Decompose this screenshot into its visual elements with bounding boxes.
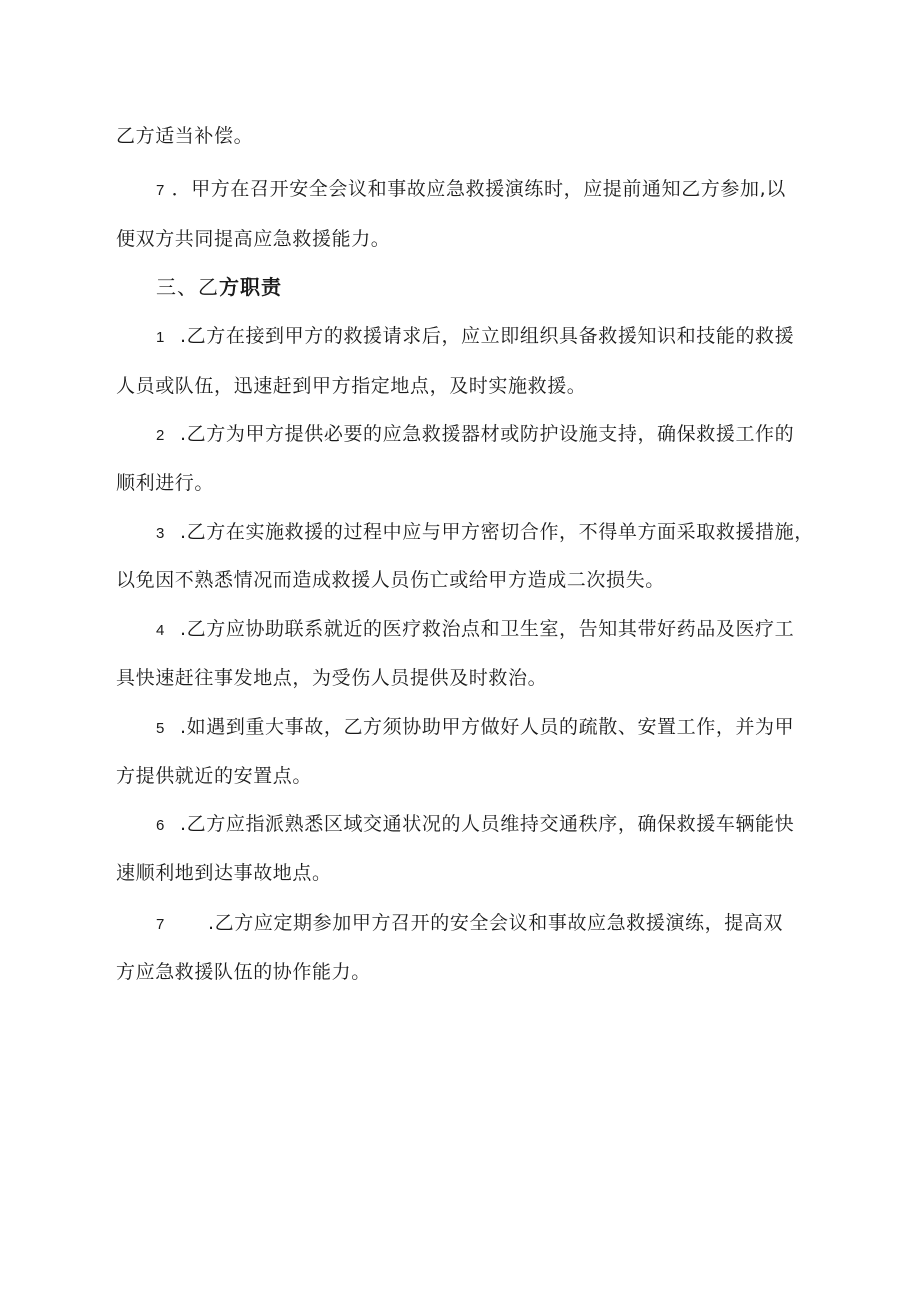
item-4-number: 4 <box>156 622 165 639</box>
item-2-line1 <box>156 422 794 448</box>
item-2-text: .乙方为甲方提供必要的应急救援器材或防护设施支持，确保救援工作的 <box>180 423 795 445</box>
section-heading <box>156 275 282 299</box>
prev-item-7-line2: 便双方共同提高应急救援能力。 <box>116 228 391 250</box>
item-3-line1 <box>156 520 814 546</box>
item-5-text: .如遇到重大事故，乙方须协助甲方做好人员的疏散、安置工作，并为甲 <box>180 716 795 738</box>
item-3-line2: 以免因不熟悉情况而造成救援人员伤亡或给甲方造成二次损失。 <box>116 569 665 591</box>
section-heading-prefix: 三、乙 <box>156 275 219 299</box>
item-7-line1 <box>156 911 783 937</box>
prev-item-7-number: 7 <box>156 182 165 199</box>
item-4-text: .乙方应协助联系就近的医疗救治点和卫生室，告知其带好药品及医疗工 <box>180 618 795 640</box>
item-1-number: 1 <box>156 329 165 346</box>
item-2-number: 2 <box>156 427 165 444</box>
item-1-line2: 人员或队伍，迅速赶到甲方指定地点，及时实施救援。 <box>116 375 587 397</box>
item-6-number: 6 <box>156 817 165 834</box>
item-7-text: .乙方应定期参加甲方召开的安全会议和事故应急救援演练，提高双 <box>208 912 784 934</box>
item-3-text: .乙方在实施救援的过程中应与甲方密切合作，不得单方面采取救援措施， <box>180 521 814 543</box>
item-5-line2: 方提供就近的安置点。 <box>116 765 313 787</box>
item-7-number: 7 <box>156 916 165 933</box>
item-6-line2: 速顺利地到达事故地点。 <box>116 862 332 884</box>
continuation-text: 乙方适当补偿。 <box>116 125 254 147</box>
item-5-number: 5 <box>156 720 165 737</box>
item-4-line1 <box>156 617 794 643</box>
item-7-line2: 方应急救援队伍的协作能力。 <box>116 961 371 983</box>
item-1-line1 <box>156 324 794 350</box>
item-1-text: .乙方在接到甲方的救援请求后，应立即组织具备救援知识和技能的救援 <box>180 325 795 347</box>
item-6-text: .乙方应指派熟悉区域交通状况的人员维持交通秩序，确保救援车辆能快 <box>180 813 795 835</box>
item-4-line2: 具快速赶往事发地点，为受伤人员提供及时救治。 <box>116 667 548 689</box>
item-6-line1 <box>156 812 794 838</box>
prev-item-7-line1 <box>156 177 786 203</box>
prev-item-7-text: ．甲方在召开安全会议和事故应急救援演练时，应提前通知乙方参加,以 <box>171 178 786 200</box>
item-2-line2: 顺利进行。 <box>116 472 215 494</box>
section-heading-title: 方职责 <box>219 275 282 299</box>
item-5-line1 <box>156 715 794 741</box>
item-3-number: 3 <box>156 525 165 542</box>
